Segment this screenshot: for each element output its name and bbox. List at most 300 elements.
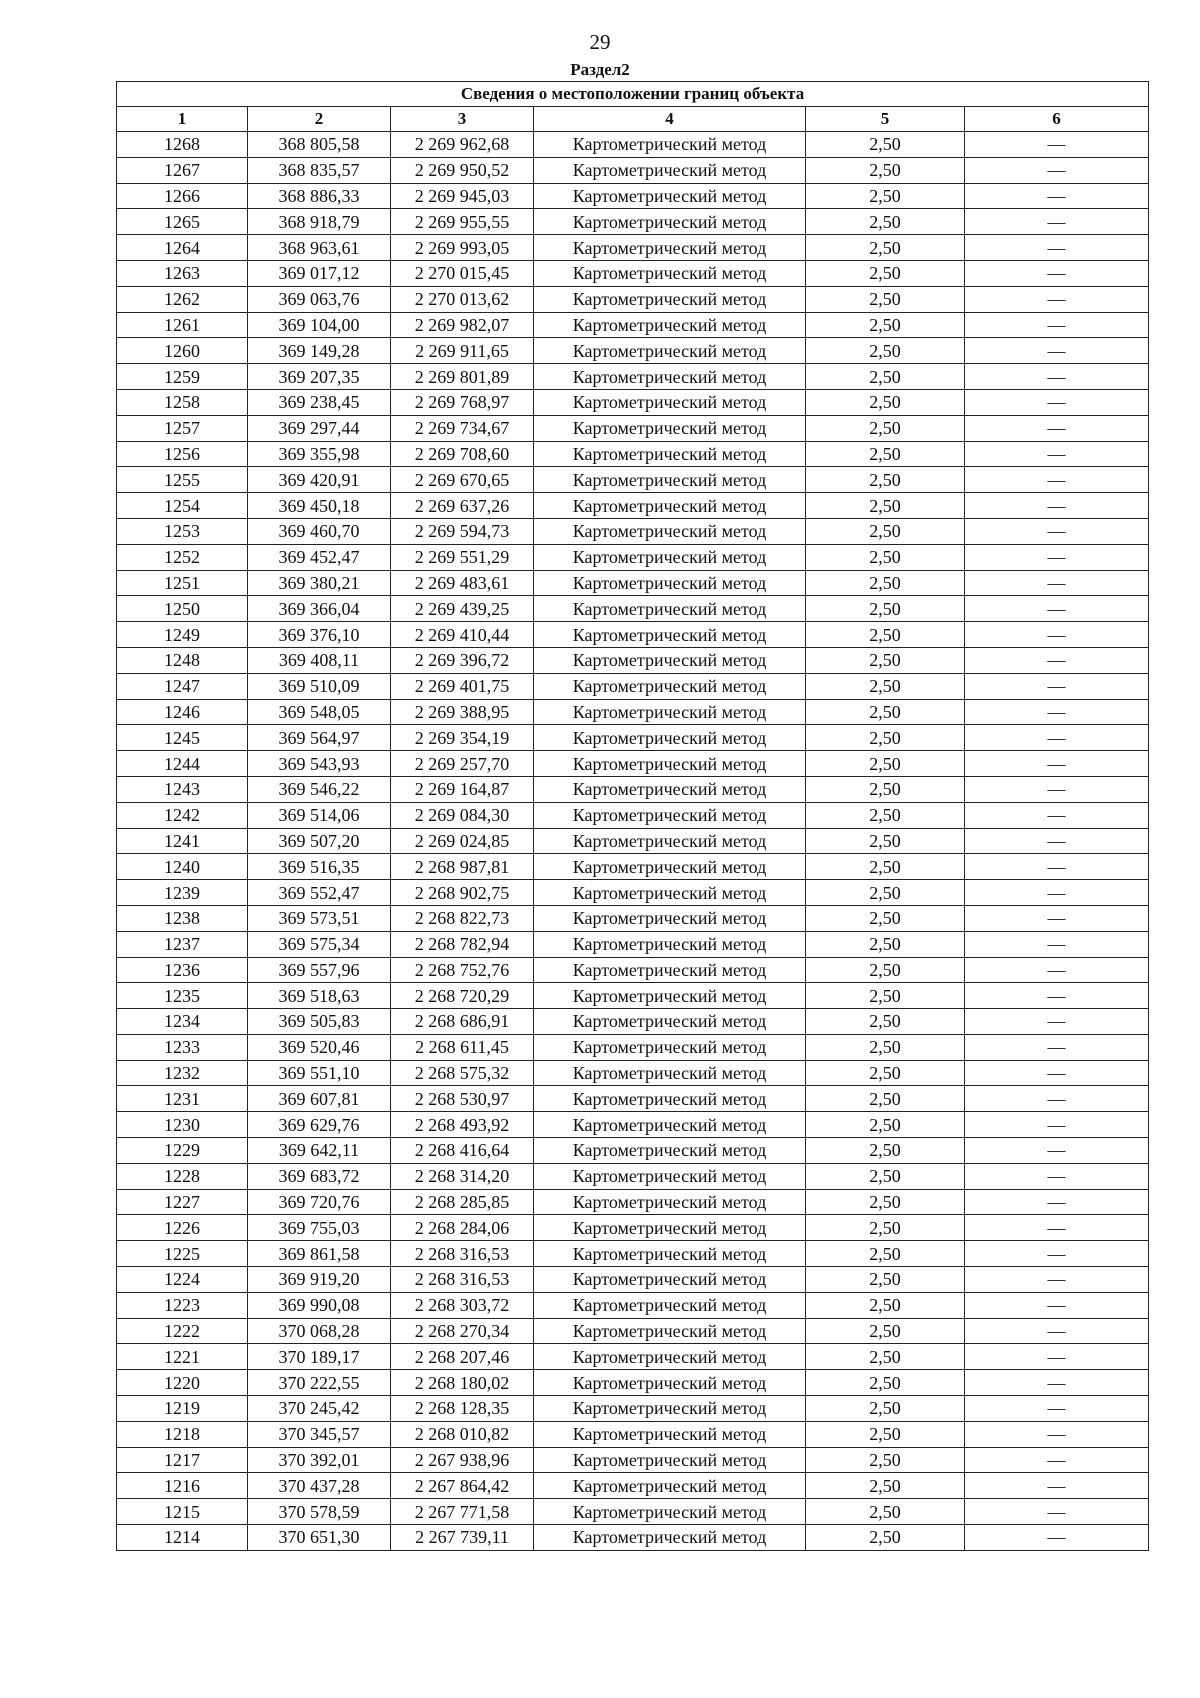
description-cell: —	[965, 441, 1149, 467]
y-coordinate-cell: 2 268 611,45	[391, 1034, 534, 1060]
point-number-cell: 1256	[117, 441, 248, 467]
table-row	[117, 1241, 1149, 1267]
point-number-cell: 1264	[117, 235, 248, 261]
x-coordinate-cell: 368 886,33	[248, 183, 391, 209]
x-coordinate-cell: 370 189,17	[248, 1344, 391, 1370]
description-cell: —	[965, 1421, 1149, 1447]
description-cell: —	[965, 1241, 1149, 1267]
x-coordinate-cell: 368 805,58	[248, 132, 391, 158]
accuracy-cell: 2,50	[806, 880, 965, 906]
y-coordinate-cell: 2 268 303,72	[391, 1292, 534, 1318]
method-cell: Картометрический метод	[534, 338, 806, 364]
table-row	[117, 544, 1149, 570]
method-cell: Картометрический метод	[534, 1009, 806, 1035]
method-cell: Картометрический метод	[534, 1318, 806, 1344]
description-cell: —	[965, 905, 1149, 931]
table-row	[117, 1189, 1149, 1215]
y-coordinate-cell: 2 269 911,65	[391, 338, 534, 364]
table-row	[117, 312, 1149, 338]
table-row	[117, 854, 1149, 880]
accuracy-cell: 2,50	[806, 957, 965, 983]
accuracy-cell: 2,50	[806, 1112, 965, 1138]
point-number-cell: 1236	[117, 957, 248, 983]
method-cell: Картометрический метод	[534, 415, 806, 441]
point-number-cell: 1234	[117, 1009, 248, 1035]
y-coordinate-cell: 2 269 483,61	[391, 570, 534, 596]
x-coordinate-cell: 369 408,11	[248, 647, 391, 673]
point-number-cell: 1238	[117, 905, 248, 931]
accuracy-cell: 2,50	[806, 235, 965, 261]
x-coordinate-cell: 369 543,93	[248, 751, 391, 777]
description-cell: —	[965, 931, 1149, 957]
point-number-cell: 1250	[117, 596, 248, 622]
description-cell: —	[965, 364, 1149, 390]
accuracy-cell: 2,50	[806, 183, 965, 209]
y-coordinate-cell: 2 269 982,07	[391, 312, 534, 338]
y-coordinate-cell: 2 269 708,60	[391, 441, 534, 467]
table-row	[117, 1292, 1149, 1318]
point-number-cell: 1268	[117, 132, 248, 158]
table-row	[117, 983, 1149, 1009]
x-coordinate-cell: 370 578,59	[248, 1499, 391, 1525]
table-row	[117, 828, 1149, 854]
description-cell: —	[965, 1473, 1149, 1499]
accuracy-cell: 2,50	[806, 699, 965, 725]
accuracy-cell: 2,50	[806, 1499, 965, 1525]
y-coordinate-cell: 2 268 493,92	[391, 1112, 534, 1138]
column-number: 6	[965, 107, 1149, 132]
description-cell: —	[965, 312, 1149, 338]
x-coordinate-cell: 369 564,97	[248, 725, 391, 751]
table-caption-row	[117, 82, 1149, 107]
description-cell: —	[965, 415, 1149, 441]
description-cell: —	[965, 880, 1149, 906]
method-cell: Картометрический метод	[534, 183, 806, 209]
y-coordinate-cell: 2 268 822,73	[391, 905, 534, 931]
description-cell: —	[965, 389, 1149, 415]
table-row	[117, 1344, 1149, 1370]
accuracy-cell: 2,50	[806, 854, 965, 880]
x-coordinate-cell: 369 355,98	[248, 441, 391, 467]
method-cell: Картометрический метод	[534, 493, 806, 519]
point-number-cell: 1227	[117, 1189, 248, 1215]
accuracy-cell: 2,50	[806, 828, 965, 854]
column-number: 3	[391, 107, 534, 132]
x-coordinate-cell: 368 963,61	[248, 235, 391, 261]
y-coordinate-cell: 2 269 164,87	[391, 776, 534, 802]
point-number-cell: 1215	[117, 1499, 248, 1525]
y-coordinate-cell: 2 269 962,68	[391, 132, 534, 158]
description-cell: —	[965, 725, 1149, 751]
method-cell: Картометрический метод	[534, 776, 806, 802]
accuracy-cell: 2,50	[806, 1241, 965, 1267]
y-coordinate-cell: 2 269 801,89	[391, 364, 534, 390]
method-cell: Картометрический метод	[534, 260, 806, 286]
x-coordinate-cell: 369 575,34	[248, 931, 391, 957]
description-cell: —	[965, 235, 1149, 261]
table-row	[117, 389, 1149, 415]
x-coordinate-cell: 368 835,57	[248, 157, 391, 183]
y-coordinate-cell: 2 269 670,65	[391, 467, 534, 493]
point-number-cell: 1248	[117, 647, 248, 673]
y-coordinate-cell: 2 268 782,94	[391, 931, 534, 957]
coordinates-table	[116, 81, 1149, 1551]
method-cell: Картометрический метод	[534, 699, 806, 725]
column-number: 4	[534, 107, 806, 132]
accuracy-cell: 2,50	[806, 751, 965, 777]
accuracy-cell: 2,50	[806, 1344, 965, 1370]
description-cell: —	[965, 673, 1149, 699]
accuracy-cell: 2,50	[806, 1473, 965, 1499]
accuracy-cell: 2,50	[806, 725, 965, 751]
table-row	[117, 493, 1149, 519]
table-row	[117, 157, 1149, 183]
x-coordinate-cell: 369 755,03	[248, 1215, 391, 1241]
method-cell: Картометрический метод	[534, 983, 806, 1009]
accuracy-cell: 2,50	[806, 132, 965, 158]
point-number-cell: 1228	[117, 1163, 248, 1189]
accuracy-cell: 2,50	[806, 260, 965, 286]
method-cell: Картометрический метод	[534, 1060, 806, 1086]
description-cell: —	[965, 802, 1149, 828]
table-row	[117, 699, 1149, 725]
point-number-cell: 1225	[117, 1241, 248, 1267]
method-cell: Картометрический метод	[534, 725, 806, 751]
x-coordinate-cell: 369 514,06	[248, 802, 391, 828]
accuracy-cell: 2,50	[806, 1009, 965, 1035]
x-coordinate-cell: 370 222,55	[248, 1370, 391, 1396]
x-coordinate-cell: 369 573,51	[248, 905, 391, 931]
accuracy-cell: 2,50	[806, 1421, 965, 1447]
point-number-cell: 1230	[117, 1112, 248, 1138]
description-cell: —	[965, 1447, 1149, 1473]
y-coordinate-cell: 2 270 013,62	[391, 286, 534, 312]
method-cell: Картометрический метод	[534, 467, 806, 493]
y-coordinate-cell: 2 268 902,75	[391, 880, 534, 906]
point-number-cell: 1217	[117, 1447, 248, 1473]
y-coordinate-cell: 2 269 257,70	[391, 751, 534, 777]
y-coordinate-cell: 2 267 864,42	[391, 1473, 534, 1499]
table-row	[117, 415, 1149, 441]
accuracy-cell: 2,50	[806, 209, 965, 235]
description-cell: —	[965, 1009, 1149, 1035]
y-coordinate-cell: 2 269 734,67	[391, 415, 534, 441]
y-coordinate-cell: 2 267 938,96	[391, 1447, 534, 1473]
table-row	[117, 1060, 1149, 1086]
method-cell: Картометрический метод	[534, 1215, 806, 1241]
x-coordinate-cell: 369 990,08	[248, 1292, 391, 1318]
description-cell: —	[965, 1060, 1149, 1086]
method-cell: Картометрический метод	[534, 905, 806, 931]
accuracy-cell: 2,50	[806, 157, 965, 183]
x-coordinate-cell: 369 548,05	[248, 699, 391, 725]
method-cell: Картометрический метод	[534, 622, 806, 648]
method-cell: Картометрический метод	[534, 1421, 806, 1447]
method-cell: Картометрический метод	[534, 364, 806, 390]
accuracy-cell: 2,50	[806, 389, 965, 415]
accuracy-cell: 2,50	[806, 338, 965, 364]
method-cell: Картометрический метод	[534, 1447, 806, 1473]
point-number-cell: 1214	[117, 1525, 248, 1551]
description-cell: —	[965, 132, 1149, 158]
x-coordinate-cell: 369 551,10	[248, 1060, 391, 1086]
description-cell: —	[965, 183, 1149, 209]
point-number-cell: 1257	[117, 415, 248, 441]
y-coordinate-cell: 2 267 739,11	[391, 1525, 534, 1551]
accuracy-cell: 2,50	[806, 596, 965, 622]
description-cell: —	[965, 518, 1149, 544]
y-coordinate-cell: 2 268 285,85	[391, 1189, 534, 1215]
description-cell: —	[965, 1499, 1149, 1525]
y-coordinate-cell: 2 268 314,20	[391, 1163, 534, 1189]
table-row	[117, 183, 1149, 209]
page-number: 29	[589, 30, 611, 54]
method-cell: Картометрический метод	[534, 647, 806, 673]
table-row	[117, 1525, 1149, 1551]
method-cell: Картометрический метод	[534, 673, 806, 699]
x-coordinate-cell: 369 297,44	[248, 415, 391, 441]
point-number-cell: 1232	[117, 1060, 248, 1086]
point-number-cell: 1243	[117, 776, 248, 802]
description-cell: —	[965, 622, 1149, 648]
column-number: 1	[117, 107, 248, 132]
method-cell: Картометрический метод	[534, 1267, 806, 1293]
description-cell: —	[965, 157, 1149, 183]
x-coordinate-cell: 369 546,22	[248, 776, 391, 802]
y-coordinate-cell: 2 268 128,35	[391, 1396, 534, 1422]
point-number-cell: 1242	[117, 802, 248, 828]
method-cell: Картометрический метод	[534, 1189, 806, 1215]
y-coordinate-cell: 2 268 416,64	[391, 1138, 534, 1164]
method-cell: Картометрический метод	[534, 1241, 806, 1267]
point-number-cell: 1247	[117, 673, 248, 699]
table-row	[117, 570, 1149, 596]
table-row	[117, 132, 1149, 158]
description-cell: —	[965, 1138, 1149, 1164]
y-coordinate-cell: 2 269 084,30	[391, 802, 534, 828]
table-row	[117, 1138, 1149, 1164]
description-cell: —	[965, 983, 1149, 1009]
method-cell: Картометрический метод	[534, 209, 806, 235]
description-cell: —	[965, 1112, 1149, 1138]
description-cell: —	[965, 596, 1149, 622]
point-number-cell: 1263	[117, 260, 248, 286]
point-number-cell: 1252	[117, 544, 248, 570]
y-coordinate-cell: 2 269 388,95	[391, 699, 534, 725]
description-cell: —	[965, 493, 1149, 519]
x-coordinate-cell: 369 017,12	[248, 260, 391, 286]
table-row	[117, 1163, 1149, 1189]
table-row	[117, 622, 1149, 648]
point-number-cell: 1267	[117, 157, 248, 183]
x-coordinate-cell: 369 629,76	[248, 1112, 391, 1138]
accuracy-cell: 2,50	[806, 905, 965, 931]
method-cell: Картометрический метод	[534, 596, 806, 622]
x-coordinate-cell: 368 918,79	[248, 209, 391, 235]
table-row	[117, 338, 1149, 364]
description-cell: —	[965, 699, 1149, 725]
accuracy-cell: 2,50	[806, 931, 965, 957]
table-row	[117, 957, 1149, 983]
accuracy-cell: 2,50	[806, 1292, 965, 1318]
x-coordinate-cell: 369 063,76	[248, 286, 391, 312]
description-cell: —	[965, 1525, 1149, 1551]
table-row	[117, 1034, 1149, 1060]
y-coordinate-cell: 2 268 316,53	[391, 1241, 534, 1267]
table-row	[117, 1215, 1149, 1241]
x-coordinate-cell: 369 104,00	[248, 312, 391, 338]
point-number-cell: 1254	[117, 493, 248, 519]
y-coordinate-cell: 2 269 439,25	[391, 596, 534, 622]
table-row	[117, 235, 1149, 261]
table-row	[117, 776, 1149, 802]
y-coordinate-cell: 2 268 316,53	[391, 1267, 534, 1293]
accuracy-cell: 2,50	[806, 312, 965, 338]
column-number: 2	[248, 107, 391, 132]
y-coordinate-cell: 2 268 284,06	[391, 1215, 534, 1241]
method-cell: Картометрический метод	[534, 802, 806, 828]
x-coordinate-cell: 369 452,47	[248, 544, 391, 570]
accuracy-cell: 2,50	[806, 1060, 965, 1086]
x-coordinate-cell: 369 607,81	[248, 1086, 391, 1112]
description-cell: —	[965, 1267, 1149, 1293]
accuracy-cell: 2,50	[806, 673, 965, 699]
point-number-cell: 1219	[117, 1396, 248, 1422]
x-coordinate-cell: 369 376,10	[248, 622, 391, 648]
x-coordinate-cell: 369 557,96	[248, 957, 391, 983]
description-cell: —	[965, 1189, 1149, 1215]
table-row	[117, 364, 1149, 390]
point-number-cell: 1265	[117, 209, 248, 235]
method-cell: Картометрический метод	[534, 1473, 806, 1499]
x-coordinate-cell: 369 149,28	[248, 338, 391, 364]
method-cell: Картометрический метод	[534, 1370, 806, 1396]
method-cell: Картометрический метод	[534, 544, 806, 570]
x-coordinate-cell: 369 450,18	[248, 493, 391, 519]
table-row	[117, 725, 1149, 751]
point-number-cell: 1245	[117, 725, 248, 751]
y-coordinate-cell: 2 268 180,02	[391, 1370, 534, 1396]
description-cell: —	[965, 828, 1149, 854]
point-number-cell: 1226	[117, 1215, 248, 1241]
description-cell: —	[965, 1318, 1149, 1344]
description-cell: —	[965, 957, 1149, 983]
point-number-cell: 1222	[117, 1318, 248, 1344]
table-row	[117, 1370, 1149, 1396]
x-coordinate-cell: 369 861,58	[248, 1241, 391, 1267]
x-coordinate-cell: 369 720,76	[248, 1189, 391, 1215]
y-coordinate-cell: 2 269 637,26	[391, 493, 534, 519]
method-cell: Картометрический метод	[534, 132, 806, 158]
method-cell: Картометрический метод	[534, 1396, 806, 1422]
method-cell: Картометрический метод	[534, 286, 806, 312]
table-row	[117, 1086, 1149, 1112]
x-coordinate-cell: 369 552,47	[248, 880, 391, 906]
description-cell: —	[965, 647, 1149, 673]
point-number-cell: 1255	[117, 467, 248, 493]
section-title: Раздел2	[570, 60, 630, 79]
y-coordinate-cell: 2 268 987,81	[391, 854, 534, 880]
point-number-cell: 1224	[117, 1267, 248, 1293]
x-coordinate-cell: 370 392,01	[248, 1447, 391, 1473]
point-number-cell: 1229	[117, 1138, 248, 1164]
accuracy-cell: 2,50	[806, 1267, 965, 1293]
method-cell: Картометрический метод	[534, 1499, 806, 1525]
description-cell: —	[965, 1163, 1149, 1189]
method-cell: Картометрический метод	[534, 441, 806, 467]
point-number-cell: 1251	[117, 570, 248, 596]
x-coordinate-cell: 369 510,09	[248, 673, 391, 699]
y-coordinate-cell: 2 269 950,52	[391, 157, 534, 183]
table-row	[117, 467, 1149, 493]
y-coordinate-cell: 2 269 410,44	[391, 622, 534, 648]
point-number-cell: 1231	[117, 1086, 248, 1112]
point-number-cell: 1260	[117, 338, 248, 364]
description-cell: —	[965, 209, 1149, 235]
description-cell: —	[965, 338, 1149, 364]
table-row	[117, 1267, 1149, 1293]
method-cell: Картометрический метод	[534, 1086, 806, 1112]
table-row	[117, 209, 1149, 235]
table-row	[117, 1499, 1149, 1525]
table-row	[117, 260, 1149, 286]
y-coordinate-cell: 2 269 024,85	[391, 828, 534, 854]
method-cell: Картометрический метод	[534, 880, 806, 906]
table-row	[117, 518, 1149, 544]
description-cell: —	[965, 544, 1149, 570]
accuracy-cell: 2,50	[806, 802, 965, 828]
x-coordinate-cell: 369 238,45	[248, 389, 391, 415]
accuracy-cell: 2,50	[806, 1525, 965, 1551]
y-coordinate-cell: 2 269 396,72	[391, 647, 534, 673]
accuracy-cell: 2,50	[806, 622, 965, 648]
method-cell: Картометрический метод	[534, 570, 806, 596]
accuracy-cell: 2,50	[806, 415, 965, 441]
y-coordinate-cell: 2 269 945,03	[391, 183, 534, 209]
x-coordinate-cell: 369 366,04	[248, 596, 391, 622]
accuracy-cell: 2,50	[806, 983, 965, 1009]
description-cell: —	[965, 1034, 1149, 1060]
accuracy-cell: 2,50	[806, 1189, 965, 1215]
description-cell: —	[965, 776, 1149, 802]
method-cell: Картометрический метод	[534, 1163, 806, 1189]
point-number-cell: 1249	[117, 622, 248, 648]
x-coordinate-cell: 370 245,42	[248, 1396, 391, 1422]
y-coordinate-cell: 2 268 530,97	[391, 1086, 534, 1112]
table-row	[117, 286, 1149, 312]
table-row	[117, 931, 1149, 957]
point-number-cell: 1266	[117, 183, 248, 209]
y-coordinate-cell: 2 269 354,19	[391, 725, 534, 751]
method-cell: Картометрический метод	[534, 1292, 806, 1318]
point-number-cell: 1233	[117, 1034, 248, 1060]
x-coordinate-cell: 369 520,46	[248, 1034, 391, 1060]
point-number-cell: 1244	[117, 751, 248, 777]
y-coordinate-cell: 2 270 015,45	[391, 260, 534, 286]
table-caption: Сведения о местоположении границ объекта	[117, 82, 1149, 107]
y-coordinate-cell: 2 268 010,82	[391, 1421, 534, 1447]
accuracy-cell: 2,50	[806, 441, 965, 467]
description-cell: —	[965, 1370, 1149, 1396]
x-coordinate-cell: 369 642,11	[248, 1138, 391, 1164]
point-number-cell: 1259	[117, 364, 248, 390]
accuracy-cell: 2,50	[806, 493, 965, 519]
x-coordinate-cell: 369 207,35	[248, 364, 391, 390]
accuracy-cell: 2,50	[806, 1138, 965, 1164]
table-row	[117, 647, 1149, 673]
y-coordinate-cell: 2 267 771,58	[391, 1499, 534, 1525]
x-coordinate-cell: 369 505,83	[248, 1009, 391, 1035]
